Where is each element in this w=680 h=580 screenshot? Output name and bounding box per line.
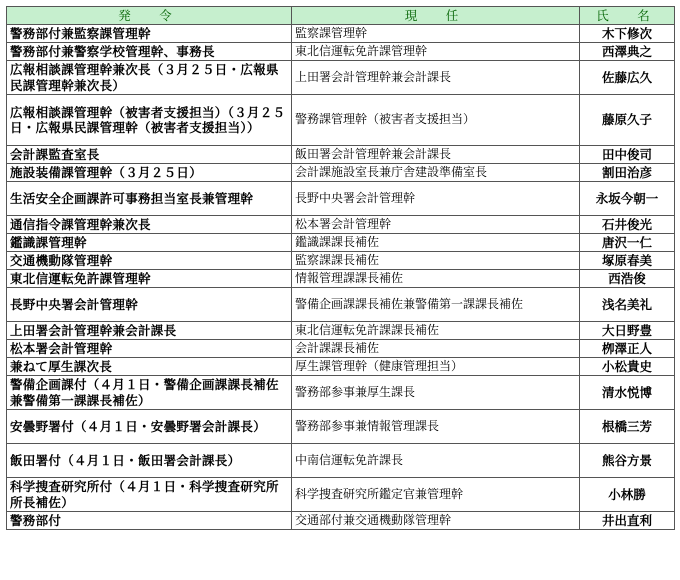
order-cell: 長野中央署会計管理幹 <box>7 288 292 322</box>
current-cell: 監察課管理幹 <box>292 25 580 43</box>
name-cell: 塚原春美 <box>580 252 675 270</box>
table-row <box>7 322 675 340</box>
name-cell: 唐沢一仁 <box>580 234 675 252</box>
name-cell: 熊谷方景 <box>580 444 675 478</box>
header-name: 氏 名 <box>580 7 675 25</box>
name-cell: 割田治彦 <box>580 164 675 182</box>
name-cell: 浅名美礼 <box>580 288 675 322</box>
table-row <box>7 146 675 164</box>
name-cell: 藤原久子 <box>580 95 675 146</box>
order-cell: 安曇野署付（４月１日・安曇野署会計課長） <box>7 410 292 444</box>
name-cell: 佐藤広久 <box>580 61 675 95</box>
order-cell: 警務部付兼警察学校管理幹、事務長 <box>7 43 292 61</box>
current-cell: 科学捜査研究所鑑定官兼管理幹 <box>292 478 580 512</box>
order-cell: 上田署会計管理幹兼会計課長 <box>7 322 292 340</box>
table-row <box>7 444 675 478</box>
current-cell: 警備企画課課長補佐兼警備第一課課長補佐 <box>292 288 580 322</box>
order-cell: 広報相談課管理幹兼次長（３月２５日・広報県民課管理幹兼次長） <box>7 61 292 95</box>
order-cell: 兼ねて厚生課次長 <box>7 358 292 376</box>
order-cell: 警務部付 <box>7 512 292 530</box>
current-cell: 東北信運転免許課管理幹 <box>292 43 580 61</box>
order-cell: 警備企画課付（４月１日・警備企画課課長補佐兼警備第一課課長補佐） <box>7 376 292 410</box>
order-cell: 科学捜査研究所付（４月１日・科学捜査研究所所長補佐） <box>7 478 292 512</box>
name-cell: 清水悦博 <box>580 376 675 410</box>
name-cell: 井出直利 <box>580 512 675 530</box>
current-cell: 厚生課管理幹（健康管理担当） <box>292 358 580 376</box>
name-cell: 大日野豊 <box>580 322 675 340</box>
name-cell: 小林勝 <box>580 478 675 512</box>
order-cell: 警務部付兼監察課管理幹 <box>7 25 292 43</box>
order-cell: 会計課監査室長 <box>7 146 292 164</box>
name-cell: 永坂今朝一 <box>580 182 675 216</box>
order-cell: 生活安全企画課許可事務担当室長兼管理幹 <box>7 182 292 216</box>
order-cell: 施設装備課管理幹（３月２５日） <box>7 164 292 182</box>
header-current: 現 任 <box>292 7 580 25</box>
table-row <box>7 234 675 252</box>
name-cell: 根橋三芳 <box>580 410 675 444</box>
table-row <box>7 270 675 288</box>
order-cell: 東北信運転免許課管理幹 <box>7 270 292 288</box>
table-row <box>7 182 675 216</box>
table-row <box>7 43 675 61</box>
table-row <box>7 25 675 43</box>
table-row <box>7 478 675 512</box>
current-cell: 監察課課長補佐 <box>292 252 580 270</box>
personnel-table <box>6 6 675 530</box>
order-cell: 交通機動隊管理幹 <box>7 252 292 270</box>
name-cell: 田中俊司 <box>580 146 675 164</box>
table-row <box>7 252 675 270</box>
table-row <box>7 61 675 95</box>
current-cell: 飯田署会計管理幹兼会計課長 <box>292 146 580 164</box>
current-cell: 警務部参事兼情報管理課長 <box>292 410 580 444</box>
table-row <box>7 216 675 234</box>
name-cell: 栁澤正人 <box>580 340 675 358</box>
table-row <box>7 288 675 322</box>
current-cell: 中南信運転免許課長 <box>292 444 580 478</box>
name-cell: 西澤典之 <box>580 43 675 61</box>
order-cell: 鑑識課管理幹 <box>7 234 292 252</box>
current-cell: 警務課管理幹（被害者支援担当） <box>292 95 580 146</box>
name-cell: 小松貴史 <box>580 358 675 376</box>
table-row <box>7 95 675 146</box>
current-cell: 警務部参事兼厚生課長 <box>292 376 580 410</box>
order-cell: 飯田署付（４月１日・飯田署会計課長） <box>7 444 292 478</box>
order-cell: 広報相談課管理幹（被害者支援担当）（３月２５日・広報県民課管理幹（被害者支援担当）） <box>7 95 292 146</box>
header-row <box>7 7 675 25</box>
table-row <box>7 358 675 376</box>
current-cell: 情報管理課課長補佐 <box>292 270 580 288</box>
name-cell: 木下修次 <box>580 25 675 43</box>
name-cell: 石井俊光 <box>580 216 675 234</box>
table-row <box>7 376 675 410</box>
table-row <box>7 512 675 530</box>
current-cell: 会計課施設室長兼庁舎建設準備室長 <box>292 164 580 182</box>
current-cell: 東北信運転免許課課長補佐 <box>292 322 580 340</box>
current-cell: 鑑識課課長補佐 <box>292 234 580 252</box>
name-cell: 西浩俊 <box>580 270 675 288</box>
current-cell: 上田署会計管理幹兼会計課長 <box>292 61 580 95</box>
header-order: 発 令 <box>7 7 292 25</box>
current-cell: 長野中央署会計管理幹 <box>292 182 580 216</box>
current-cell: 交通部付兼交通機動隊管理幹 <box>292 512 580 530</box>
table-row <box>7 164 675 182</box>
current-cell: 松本署会計管理幹 <box>292 216 580 234</box>
order-cell: 松本署会計管理幹 <box>7 340 292 358</box>
order-cell: 通信指令課管理幹兼次長 <box>7 216 292 234</box>
table-row <box>7 340 675 358</box>
current-cell: 会計課課長補佐 <box>292 340 580 358</box>
table-row <box>7 410 675 444</box>
